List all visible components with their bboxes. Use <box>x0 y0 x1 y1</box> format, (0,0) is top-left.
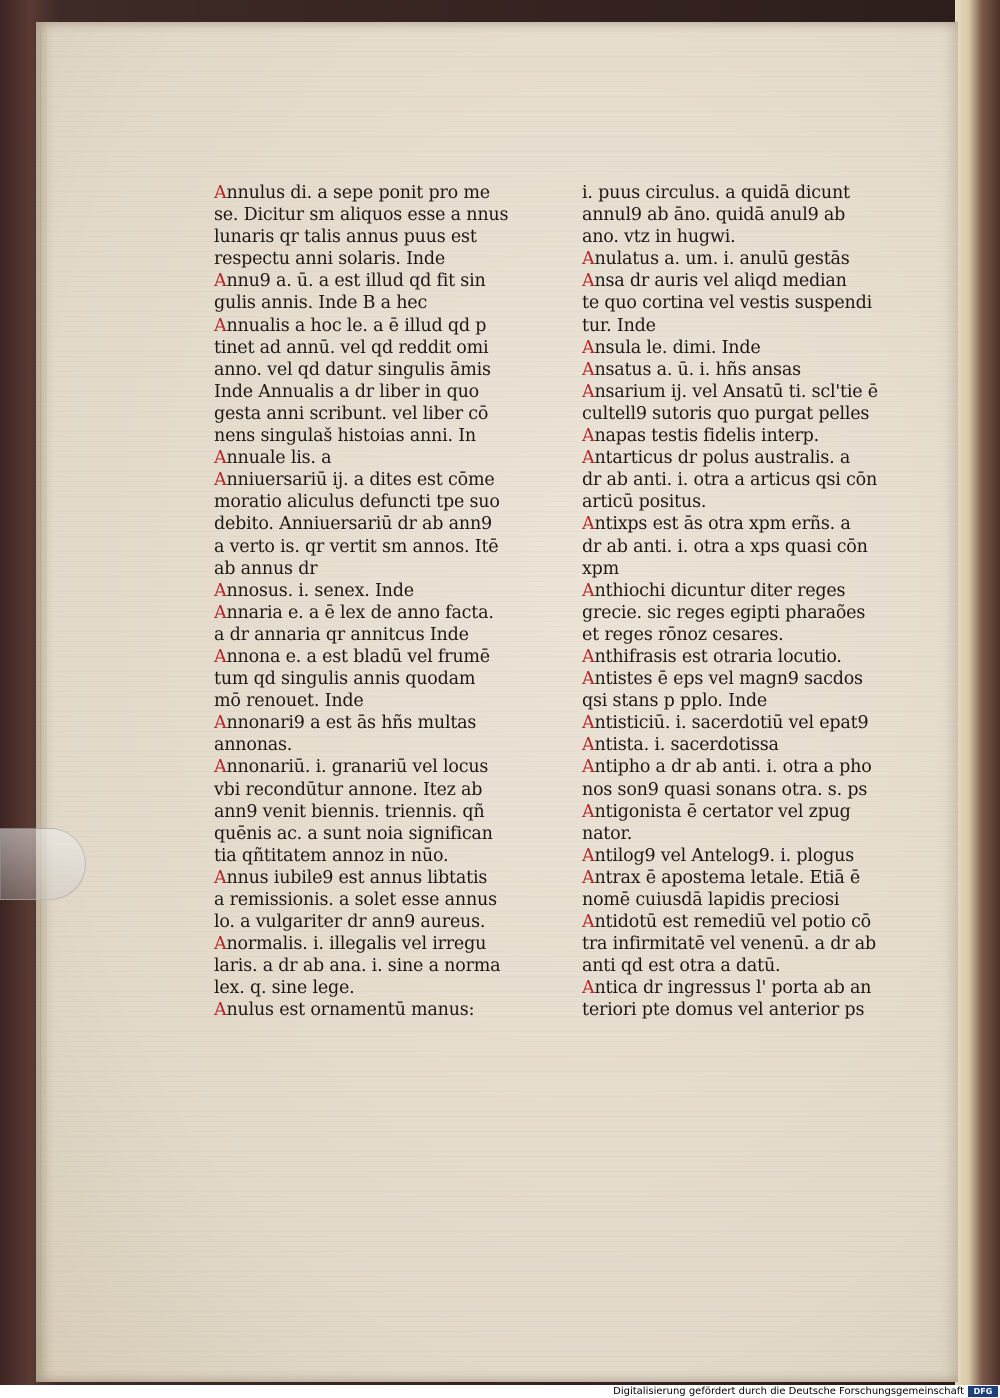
text-line: Antarticus dr polus australis. a <box>582 448 851 469</box>
page-clip <box>0 828 86 900</box>
text-line: nos son9 quasi sonans otra. s. ps <box>582 779 868 800</box>
text-line: nens singulaš histoias anni. In <box>214 426 477 447</box>
text-line: Annonariū. i. granariū vel locus <box>214 757 489 778</box>
text-line: Ansatus a. ū. i. hñs ansas <box>582 359 801 380</box>
book-board-right <box>955 0 1000 1385</box>
text-line: tia qñtitatem annoz in nūo. <box>214 845 449 866</box>
text-line: Annualis a hoc le. a ē illud qd p <box>214 315 487 336</box>
text-line: Ansula le. dimi. Inde <box>582 337 761 358</box>
text-line: i. puus circulus. a quidā dicunt <box>582 183 850 203</box>
text-line: te quo cortina vel vestis suspendi <box>582 293 872 314</box>
text-line: Anapas testis fidelis interp. <box>582 426 820 447</box>
dfg-logo: DFG <box>968 1386 998 1397</box>
text-line: teriori pte domus vel anterior ps <box>582 1000 865 1021</box>
text-line: Antisticiū. i. sacerdotiū vel epat9 <box>582 713 869 734</box>
text-line: Anulus est ornamentū manus: <box>214 1000 475 1021</box>
text-line: Annus iubile9 est annus libtatis <box>214 867 488 888</box>
text-line: Inde Annualis a dr liber in quo <box>214 381 479 402</box>
left-text-column <box>214 182 514 1022</box>
text-line: Antica dr ingressus l' porta ab an <box>582 978 872 999</box>
text-line: Annuale lis. a <box>214 448 332 469</box>
text-line: gesta anni scribunt. vel liber cō <box>214 403 489 424</box>
text-line: nomē cuiusdā lapidis preciosi <box>582 890 840 910</box>
text-line: lex. q. sine lege. <box>214 978 355 999</box>
text-line: ab annus dr <box>214 558 318 579</box>
text-line: Antilog9 vel Antelog9. i. plogus <box>582 845 854 866</box>
text-line: tur. Inde <box>582 315 656 336</box>
footer-bar <box>0 1385 1000 1398</box>
text-line: Ansa dr auris vel aliqd median <box>582 271 847 292</box>
text-line: a dr annaria qr annitcus Inde <box>214 624 469 645</box>
text-line: articū positus. <box>582 492 707 513</box>
text-line: Anulatus a. um. i. anulū gestās <box>582 249 850 270</box>
text-line: se. Dicitur sm aliquos esse a nnus <box>214 205 509 226</box>
text-line: dr ab anti. i. otra a xps quasi cōn <box>582 536 868 557</box>
text-line: nator. <box>582 823 633 844</box>
text-line: tum qd singulis annis quodam <box>214 669 476 690</box>
footer-credit: Digitalisierung gefördert durch die Deutsche Forschungsgemeinschaft <box>613 1386 964 1397</box>
text-line: Annu9 a. ū. a est illud qd fit sin <box>214 271 486 292</box>
text-line: ann9 venit biennis. triennis. qñ <box>214 801 485 822</box>
text-line: gulis annis. Inde B a hec <box>214 293 428 314</box>
text-line: Annosus. i. senex. Inde <box>214 580 414 601</box>
text-line: dr ab anti. i. otra a articus qsi cōn <box>582 470 878 491</box>
text-line: laris. a dr ab ana. i. sine a norma <box>214 956 501 977</box>
text-line: vbi recondūtur annone. Itez ab <box>214 779 483 800</box>
text-line: Anthiochi dicuntur diter reges <box>582 580 846 601</box>
text-line: Ansarium ij. vel Ansatū ti. scl'tie ē <box>582 381 878 402</box>
text-line: Anthifrasis est otraria locutio. <box>582 646 842 667</box>
text-line: anno. vel qd datur singulis āmis <box>214 359 491 380</box>
text-line: tinet ad annū. vel qd reddit omi <box>214 337 489 358</box>
text-line: Annona e. a est bladū vel frumē <box>214 646 490 667</box>
text-line: respectu anni solaris. Inde <box>214 249 446 270</box>
text-line: Antigonista ē certator vel zpug <box>582 801 851 822</box>
text-line: et reges rōnoz cesares. <box>582 624 784 645</box>
text-line: Antista. i. sacerdotissa <box>582 735 779 756</box>
text-line: a verto is. qr vertit sm annos. Itē <box>214 536 499 557</box>
right-text-column <box>582 182 878 1022</box>
text-line: a remissionis. a solet esse annus <box>214 890 497 910</box>
text-line: Antipho a dr ab anti. i. otra a pho <box>582 757 872 778</box>
text-line: quēnis ac. a sunt noia significan <box>214 823 493 844</box>
text-line: Annaria e. a ē lex de anno facta. <box>214 602 494 623</box>
text-line: anti qd est otra a datū. <box>582 956 781 977</box>
text-line: moratio aliculus defuncti tpe suo <box>214 492 500 513</box>
text-line: grecie. sic reges egipti pharaões <box>582 602 866 623</box>
text-line: qsi stans p pplo. Inde <box>582 691 768 712</box>
text-line: mō renouet. Inde <box>214 691 364 712</box>
text-line: Antistes ē eps vel magn9 sacdos <box>582 669 863 690</box>
text-line: annul9 ab āno. quidā anul9 ab <box>582 205 846 226</box>
text-line: Antrax ē apostema letale. Etiā ē <box>582 867 861 888</box>
text-line: Anniuersariū ij. a dites est cōme <box>214 470 495 491</box>
page-edge <box>40 26 46 1376</box>
text-line: Annonari9 a est ās hñs multas <box>214 713 477 734</box>
text-line: Antidotū est remediū vel potio cō <box>582 912 872 933</box>
text-line: annonas. <box>214 735 293 756</box>
text-line: tra infirmitatē vel venenū. a dr ab <box>582 934 877 955</box>
text-line: lo. a vulgariter dr ann9 aureus. <box>214 912 486 933</box>
text-line: debito. Anniuersariū dr ab ann9 <box>214 514 492 535</box>
text-line: Annulus di. a sepe ponit pro me <box>214 183 490 203</box>
text-line: Antixps est ās otra xpm erñs. a <box>582 514 851 535</box>
text-line: xpm <box>582 558 620 579</box>
text-line: Anormalis. i. illegalis vel irregu <box>214 934 487 955</box>
text-line: lunaris qr talis annus puus est <box>214 227 477 248</box>
text-line: cultell9 sutoris quo purgat pelles <box>582 403 870 424</box>
text-line: ano. vtz in hugwi. <box>582 227 736 248</box>
